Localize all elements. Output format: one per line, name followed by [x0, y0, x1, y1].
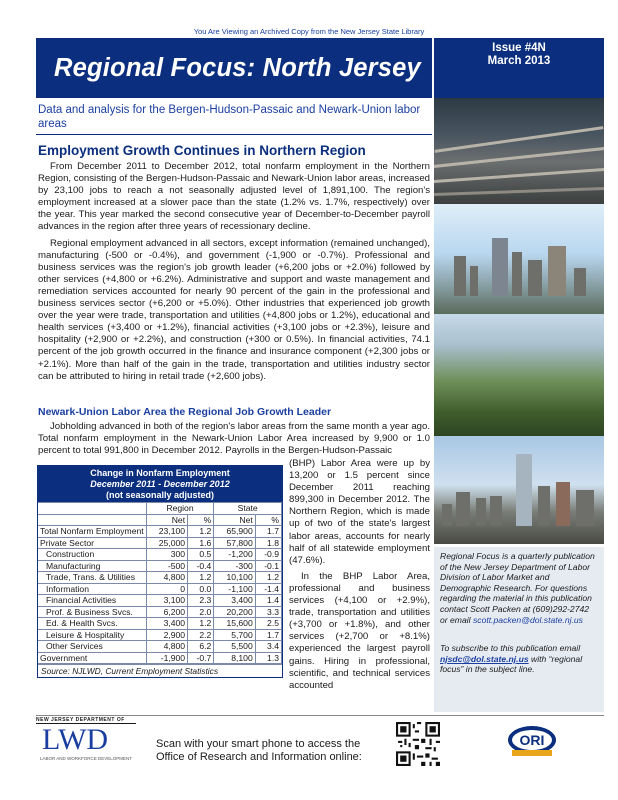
- about-text: Regional Focus is a quarterly publication of the New Jersey Department of Labor Division of Labor Market and Demographic Research. For questions regarding the material in this publication contact Scott Packen at (609)292-2742 or email: [440, 551, 595, 625]
- page-title: Regional Focus: North Jersey: [54, 54, 421, 82]
- paragraph-3: Jobholding advanced in both of the region's labor areas from the same month a year ago. Total nonfarm employment in the Newark-Union Labor Area increased by 9,900 or 1.0 percent to total 991,800 in December 2012. Payrolls in the Bergen-Hudson-Passaic: [38, 421, 430, 457]
- region-pct-header: %: [188, 514, 214, 526]
- state-net-cell: 3,400: [214, 595, 255, 607]
- row-label: Private Sector: [38, 537, 146, 549]
- table-row: [38, 629, 282, 641]
- footer-divider: [36, 715, 604, 716]
- table-row: [38, 572, 282, 584]
- issue-number: Issue #4N: [492, 42, 546, 54]
- state-net-cell: 5,700: [214, 629, 255, 641]
- region-pct-cell: 6.2: [188, 641, 214, 653]
- state-pct-cell: 1.8: [255, 537, 281, 549]
- row-label: Manufacturing: [38, 560, 146, 572]
- building: [490, 496, 502, 526]
- row-label: Construction: [38, 549, 146, 561]
- table-row: [38, 537, 282, 549]
- skyline-photo: [434, 436, 604, 544]
- building: [442, 504, 452, 526]
- state-net-cell: -300: [214, 560, 255, 572]
- building: [492, 238, 508, 296]
- building: [556, 482, 570, 526]
- table-corner-2: [38, 514, 146, 526]
- scan-instructions: Scan with your smart phone to access the Office of Research and Information online:: [156, 738, 362, 763]
- contact-email-link[interactable]: scott.packen@dol.state.nj.us: [472, 614, 583, 625]
- table-row: [38, 595, 282, 607]
- table-group-header-row: [38, 503, 282, 515]
- state-pct-header: %: [255, 514, 281, 526]
- row-label: Leisure & Hospitality: [38, 629, 146, 641]
- lwd-dept-text: NEW JERSEY DEPARTMENT OF: [36, 717, 136, 724]
- row-label: Other Services: [38, 641, 146, 653]
- region-net-cell: 2,900: [146, 629, 187, 641]
- right-column-text: [289, 458, 430, 696]
- region-net-cell: 4,800: [146, 641, 187, 653]
- row-label: Financial Activities: [38, 595, 146, 607]
- region-header: Region: [146, 503, 214, 515]
- state-pct-cell: -1.4: [255, 583, 281, 595]
- table-row: [38, 618, 282, 630]
- state-net-cell: -1,100: [214, 583, 255, 595]
- region-pct-cell: 2.3: [188, 595, 214, 607]
- region-pct-cell: 0.5: [188, 549, 214, 561]
- building: [454, 256, 466, 296]
- table-source: Source: NJLWD, Current Employment Statistics: [38, 664, 282, 677]
- state-net-cell: 15,600: [214, 618, 255, 630]
- section-title: Employment Growth Continues in Northern Region: [38, 143, 366, 158]
- archive-note: You Are Viewing an Archived Copy from the New Jersey State Library: [193, 27, 425, 36]
- state-pct-cell: 3.4: [255, 641, 281, 653]
- state-pct-cell: 1.7: [255, 526, 281, 538]
- region-net-cell: 6,200: [146, 606, 187, 618]
- row-label: Information: [38, 583, 146, 595]
- port-photo: [434, 98, 604, 204]
- state-pct-cell: 1.7: [255, 629, 281, 641]
- building: [476, 498, 486, 526]
- valley-photo: [434, 314, 604, 436]
- building: [516, 454, 532, 526]
- row-label: Government: [38, 652, 146, 664]
- region-net-cell: -500: [146, 560, 187, 572]
- state-net-cell: 10,100: [214, 572, 255, 584]
- lwd-letters: LWD: [42, 723, 109, 756]
- row-label: Ed. & Health Svcs.: [38, 618, 146, 630]
- region-pct-cell: 2.0: [188, 606, 214, 618]
- building: [512, 252, 522, 296]
- ori-logo: [506, 724, 558, 760]
- subscribe-email-link[interactable]: njsdc@dol.state.nj.us: [440, 653, 529, 664]
- region-pct-cell: 2.2: [188, 629, 214, 641]
- building: [576, 490, 594, 526]
- paragraph-2: Regional employment advanced in all sectors, except information (remained unchanged), manufacturing (-500 or -0.4%), and government (-1,900 or -0.7%). Professional and business services was the region's job growth leader (+6,200 jobs or +2.0%) followed by other services (+4,800 or +6.2%). Administrative and support and waste management and remediation services accounted for nearly 90 percent of the gain in the professional and business services sector (+6,200 or +5.0%). Other industries that experienced job growth over the year were trade, transportation and utilities (+4,800 jobs or 1.2%), educational and health services (+3,400 or +1.2%), financial activities (+3,100 jobs or +2.3%), leisure and hospitality (+2,900 or +2.2%), and construction (+300 or 0.5%). In financial activities, 74.1 percent of the job growth occurred in the finance and insurance component (+2,300 jobs or +2.1%). More than half of the gain in the trade, transportation and utilities industry sector can be attributed to hiring in retail trade (+2,600 jobs).: [38, 237, 430, 382]
- port-dock: [434, 146, 604, 169]
- region-pct-cell: 1.2: [188, 526, 214, 538]
- table-row: [38, 606, 282, 618]
- region-net-cell: 25,000: [146, 537, 187, 549]
- region-pct-cell: -0.4: [188, 560, 214, 572]
- table-row: [38, 549, 282, 561]
- region-pct-cell: 1.2: [188, 572, 214, 584]
- title-divider: [36, 134, 432, 135]
- paragraph-1: From December 2011 to December 2012, total nonfarm employment in the Northern Region, consisting of the Bergen-Hudson-Passaic and Newark-Union labor areas, increased by 23,100 jobs to reach a not seasonally adjusted level of 1,891,100. The region's employment increased at a slower pace than the state (1.2% vs. 1.7%, respectively) over the year. This year marked the second consecutive year of December-to-December payroll advances in the region after three years of recessionary decline.: [38, 161, 430, 233]
- region-net-cell: 0: [146, 583, 187, 595]
- region-pct-cell: -0.7: [188, 652, 214, 664]
- state-net-cell: 65,900: [214, 526, 255, 538]
- state-net-cell: 57,800: [214, 537, 255, 549]
- row-label: Prof. & Business Svcs.: [38, 606, 146, 618]
- region-pct-cell: 0.0: [188, 583, 214, 595]
- table-corner: [38, 503, 146, 515]
- city-photo: [434, 204, 604, 314]
- building: [548, 246, 566, 296]
- port-dock: [434, 167, 604, 183]
- subscribe-note: [440, 643, 598, 675]
- subtitle: Data and analysis for the Bergen-Hudson-Passaic and Newark-Union labor areas: [38, 104, 421, 130]
- state-net-cell: 8,100: [214, 652, 255, 664]
- state-pct-cell: 1.3: [255, 652, 281, 664]
- state-net-cell: -1,200: [214, 549, 255, 561]
- state-net-cell: 20,200: [214, 606, 255, 618]
- employment-table: [37, 465, 283, 678]
- building: [456, 492, 470, 526]
- row-label: Total Nonfarm Employment: [38, 526, 146, 538]
- newark-paragraph: [38, 421, 430, 461]
- building: [538, 486, 550, 526]
- row-label: Trade, Trans. & Utilities: [38, 572, 146, 584]
- region-net-cell: 3,400: [146, 618, 187, 630]
- publication-info-box: [434, 547, 604, 712]
- state-pct-cell: -0.1: [255, 560, 281, 572]
- issue-box: [434, 38, 604, 98]
- port-dock: [434, 187, 604, 197]
- state-pct-cell: 1.2: [255, 572, 281, 584]
- title-bar: [36, 38, 432, 98]
- building: [528, 260, 542, 296]
- region-net-cell: 4,800: [146, 572, 187, 584]
- sub-heading: Newark-Union Labor Area the Regional Job Growth Leader: [38, 406, 332, 418]
- paragraph-3-continued: (BHP) Labor Area were up by 13,200 or 1.5 percent since December 2011 reaching 899,300 in December 2012. The Northern Region, which is made up of two of the state's largest labor areas, accounts for nearly half of all statewide employment (47.6%).: [289, 458, 430, 566]
- region-pct-cell: 1.6: [188, 537, 214, 549]
- table-row: [38, 560, 282, 572]
- state-pct-cell: -0.9: [255, 549, 281, 561]
- subscribe-suffix: with “regional focus” in the subject line.: [440, 653, 583, 675]
- qr-code-icon[interactable]: [396, 722, 440, 766]
- table-row: [38, 652, 282, 664]
- table-title: Change in Nonfarm Employment: [90, 468, 230, 478]
- subscribe-prefix: To subscribe to this publication email: [440, 643, 581, 654]
- building: [470, 266, 478, 296]
- table-row: [38, 583, 282, 595]
- state-header: State: [214, 503, 282, 515]
- publication-about: [440, 551, 598, 625]
- lwd-tagline: LABOR AND WORKFORCE DEVELOPMENT: [40, 756, 133, 761]
- table-row: [38, 526, 282, 538]
- region-net-header: Net: [146, 514, 187, 526]
- table-row: [38, 641, 282, 653]
- table-note: (not seasonally adjusted): [105, 490, 215, 500]
- state-pct-cell: 1.4: [255, 595, 281, 607]
- building: [574, 268, 586, 296]
- state-pct-cell: 2.5: [255, 618, 281, 630]
- intro-paragraphs: [38, 161, 430, 387]
- region-net-cell: -1,900: [146, 652, 187, 664]
- state-net-header: Net: [214, 514, 255, 526]
- region-net-cell: 3,100: [146, 595, 187, 607]
- issue-date: March 2013: [487, 55, 551, 67]
- region-net-cell: 23,100: [146, 526, 187, 538]
- paragraph-4: In the BHP Labor Area, professional and business services (+4,100 or +2.9%), trade, transportation and utilities (+3,700 or +1.8%), and other services (+2,700 or +8.1%) experienced the largest payroll gains. Hiring in professional, scientific, and technical services accounted: [289, 570, 430, 691]
- table-period: December 2011 - December 2012: [90, 479, 230, 489]
- state-pct-cell: 3.3: [255, 606, 281, 618]
- lwd-logo: [36, 717, 136, 771]
- region-net-cell: 300: [146, 549, 187, 561]
- table-sub-header-row: [38, 514, 282, 526]
- ori-letters: ORI: [519, 732, 545, 748]
- state-net-cell: 5,500: [214, 641, 255, 653]
- region-pct-cell: 1.2: [188, 618, 214, 630]
- table-header: [38, 466, 282, 502]
